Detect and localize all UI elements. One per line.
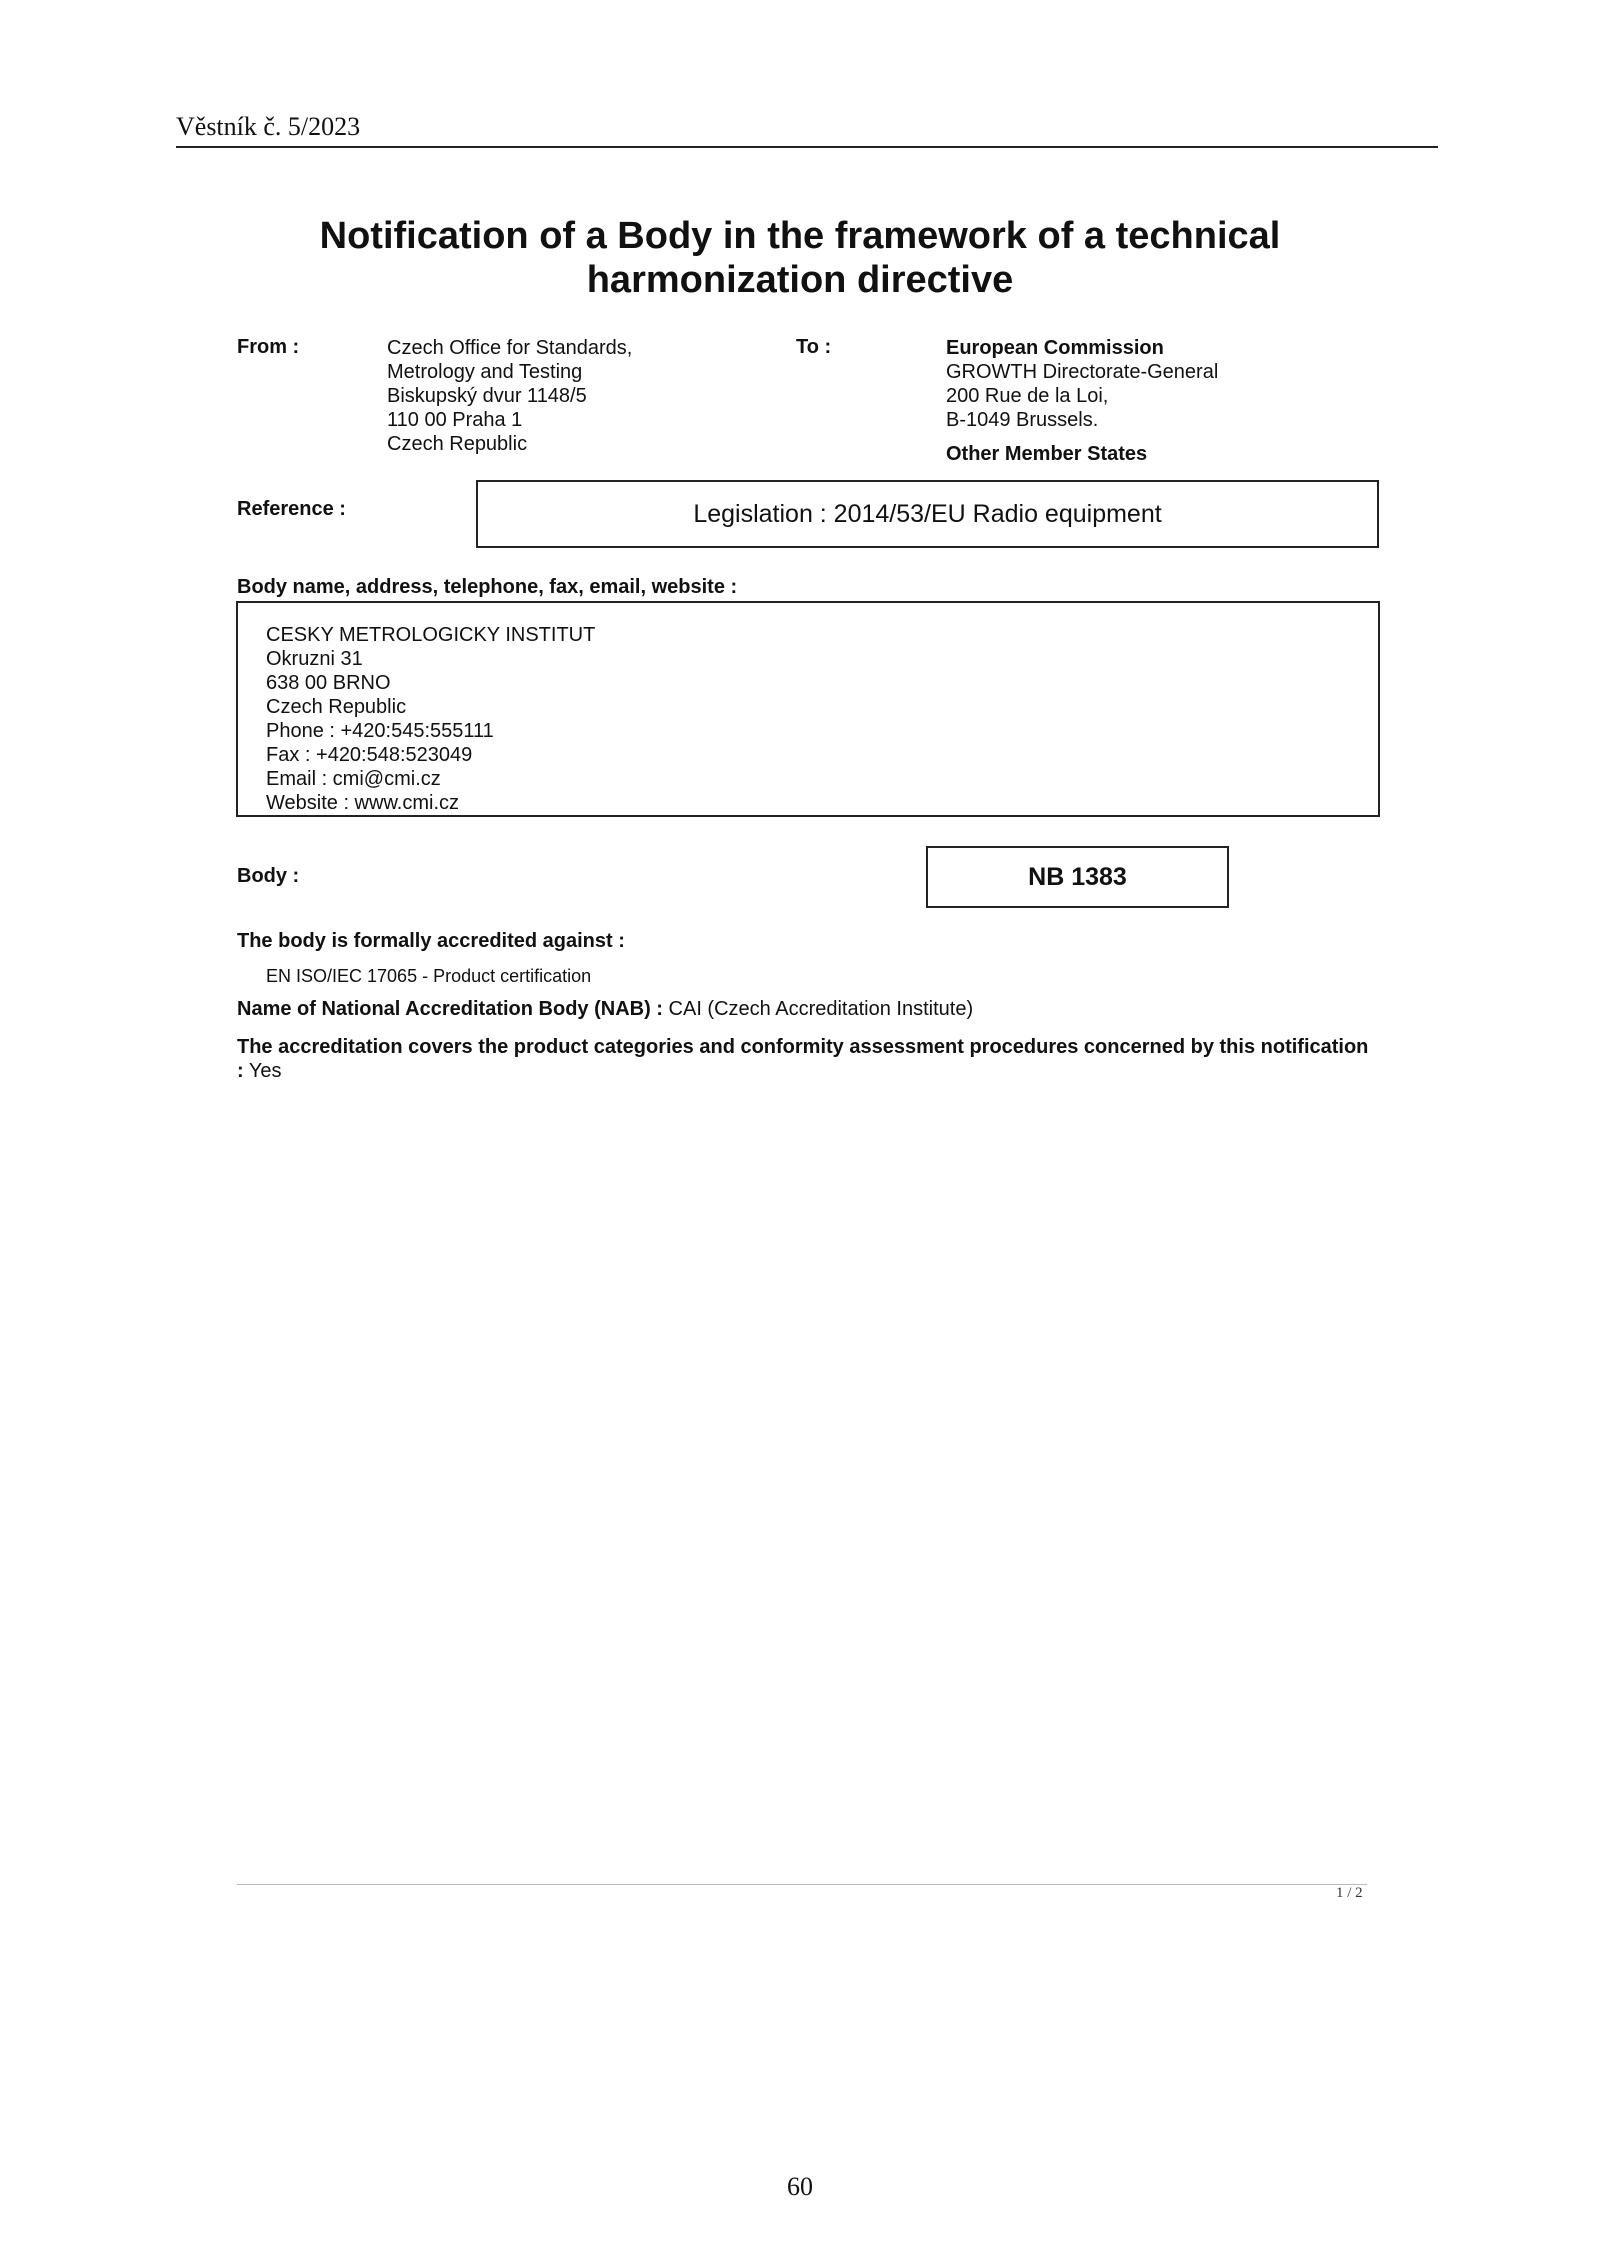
footer-divider (237, 1884, 1367, 1885)
reference-value: Legislation : 2014/53/EU Radio equipment (693, 499, 1162, 528)
body-info-line: Okruzni 31 (266, 648, 363, 670)
body-info-line: CESKY METROLOGICKY INSTITUT (266, 624, 596, 646)
header-divider (176, 146, 1438, 148)
document-title (240, 214, 1360, 302)
covers-value: Yes (248, 1060, 282, 1082)
body-info-line: Czech Republic (266, 696, 407, 718)
body-info-details (266, 623, 595, 815)
title-line-2: harmonization directive (586, 259, 1014, 301)
body-label: Body : (237, 865, 300, 887)
body-info-line: 638 00 BRNO (266, 672, 391, 694)
to-line: European Commission (946, 337, 1164, 359)
nab-line (237, 998, 973, 1021)
from-line: Czech Republic (387, 433, 528, 455)
from-line: Metrology and Testing (387, 361, 583, 383)
to-line: GROWTH Directorate-General (946, 361, 1219, 383)
notified-body-number-box (926, 846, 1229, 908)
nab-label: Name of National Accreditation Body (NAB) : (237, 998, 663, 1020)
to-line: 200 Rue de la Loi, (946, 385, 1109, 407)
body-info-line: Phone : +420:545:555111 (266, 720, 494, 742)
covers-label: The accreditation covers the product categories and conformity assessment procedures concerned by this notification : (237, 1036, 1369, 1082)
reference-box (476, 480, 1379, 548)
accreditation-covers-line (237, 1035, 1377, 1083)
body-info-line: Fax : +420:548:523049 (266, 744, 473, 766)
body-info-label: Body name, address, telephone, fax, email, website : (237, 576, 738, 598)
from-line: Czech Office for Standards, (387, 337, 633, 359)
from-line: Biskupský dvur 1148/5 (387, 385, 587, 407)
from-line: 110 00 Praha 1 (387, 409, 523, 431)
body-info-line: Website : www.cmi.cz (266, 792, 459, 814)
accredited-against-label: The body is formally accredited against : (237, 930, 625, 952)
nab-value: CAI (Czech Accreditation Institute) (668, 998, 974, 1020)
page-fraction: 1 / 2 (1336, 1885, 1363, 1901)
accredited-against-value: EN ISO/IEC 17065 - Product certification (266, 966, 592, 986)
from-address (387, 336, 632, 456)
to-label: To : (796, 336, 832, 358)
page-number: 60 (787, 2172, 813, 2201)
title-line-1: Notification of a Body in the framework of a technical (319, 215, 1281, 257)
notified-body-number: NB 1383 (1028, 862, 1127, 891)
reference-label: Reference : (237, 498, 346, 520)
to-address (946, 336, 1218, 432)
journal-header: Věstník č. 5/2023 (176, 112, 361, 141)
to-other-recipients: Other Member States (946, 443, 1148, 465)
from-label: From : (237, 336, 300, 358)
body-info-line: Email : cmi@cmi.cz (266, 768, 441, 790)
to-line: B-1049 Brussels. (946, 409, 1099, 431)
